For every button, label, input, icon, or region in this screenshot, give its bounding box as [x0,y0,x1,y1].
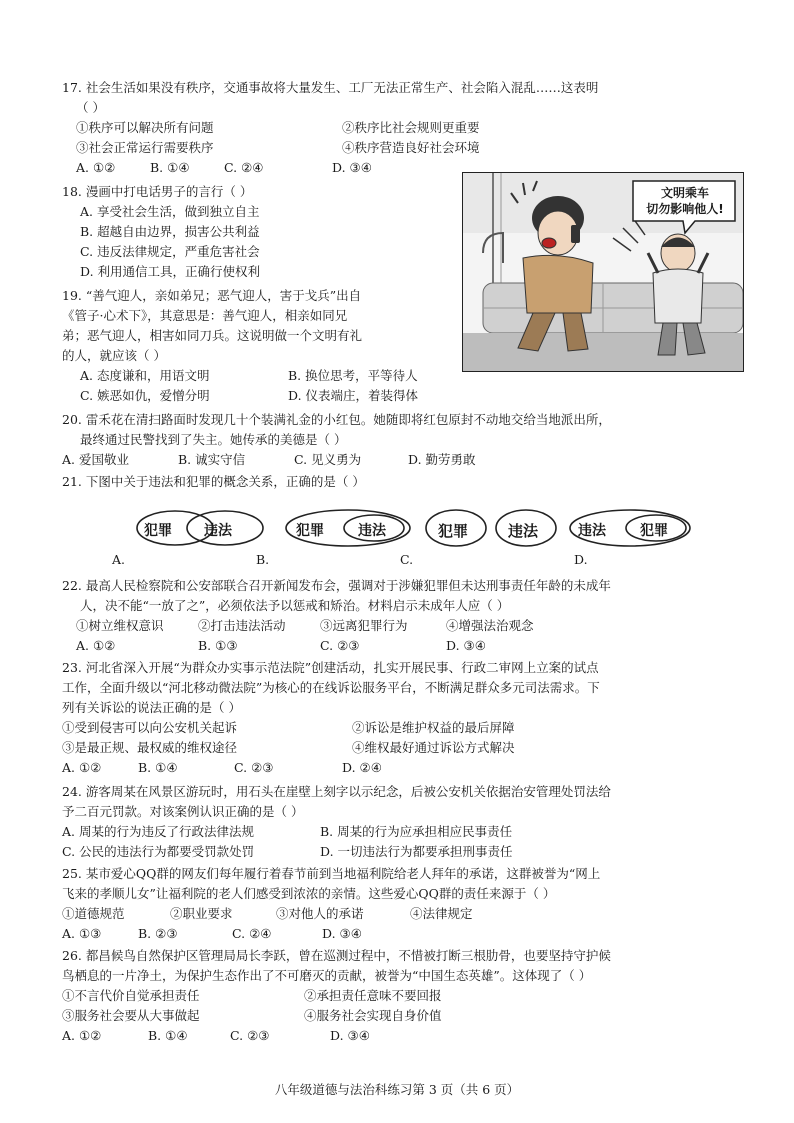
q26-choice-d: D. ③④ [330,1028,370,1043]
venn-b-illegal-label: 违法 [358,523,386,539]
q22-option-1: ①树立维权意识 [76,618,164,633]
cartoon-illustration [462,172,744,372]
q24-stem-line1: 24. 游客周某在风景区游玩时，用石头在崖壁上刻字以示纪念，后被公安机关依据治安管理处罚法给 [62,784,611,799]
q26-stem-line1: 26. 都昌候鸟自然保护区管理局局长李跃，曾在巡测过程中，不惜被打断三根肋骨，也要坚持守护候 [62,948,611,963]
q19-option-a: A. 态度谦和，用语文明 [80,368,210,383]
q22-stem-line1: 22. 最高人民检察院和公安部联合召开新闻发布会，强调对于涉嫌犯罪但未达刑事责任年龄的未成年 [62,578,611,593]
q23-option-4: ④维权最好通过诉讼方式解决 [352,740,515,755]
q25-option-1: ①道德规范 [62,906,125,921]
q25-stem-line1: 25. 某市爱心QQ群的网友们每年履行着春节前到当地福利院给老人拜年的承诺，这群被誉为“网上 [62,866,601,881]
q23-choice-b: B. ①④ [138,760,178,775]
q23-choice-c: C. ②③ [234,760,274,775]
venn-d-crime-label: 犯罪 [640,523,668,539]
q23-option-2: ②诉讼是维护权益的最后屏障 [352,720,515,735]
question-23 [62,658,742,778]
q17-stem-line1: 17. 社会生活如果没有秩序，交通事故将大量发生、工厂无法正常生产、社会陷入混乱……这表明 [62,80,599,95]
q19-stem-line4: 的人，就应该（ ） [62,348,166,363]
q22-stem-line2: 人，决不能“一放了之”，必须依法予以惩戒和矫治。材料启示未成年人应（ ） [80,598,510,613]
question-26 [62,946,742,1046]
q25-choice-a: A. ①③ [62,926,102,941]
q17-option-1: ①秩序可以解决所有问题 [76,120,214,135]
q20-stem-line1: 20. 雷禾花在清扫路面时发现几十个装满礼金的小红包。她随即将红包原封不动地交给当地派出所， [62,412,611,427]
q18-option-a: A. 享受社会生活，做到独立自主 [80,204,260,219]
q20-choice-a: A. 爱国敬业 [62,452,129,467]
q18-stem: 18. 漫画中打电话男子的言行（ ） [62,184,253,199]
q26-choice-a: A. ①② [62,1028,102,1043]
q22-choice-d: D. ③④ [446,638,486,653]
venn-b-label: B. [256,552,270,567]
q20-choice-b: B. 诚实守信 [178,452,246,467]
q17-option-3: ③社会正常运行需要秩序 [76,140,214,155]
q19-stem-line3: 弟；恶气迎人，相害如同刀兵。这说明做一个文明有礼 [62,328,363,343]
q23-choice-a: A. ①② [62,760,102,775]
question-18 [62,182,452,282]
q24-stem-line2: 予二百元罚款。对该案例认识正确的是（ ） [62,804,304,819]
q22-choice-c: C. ②③ [320,638,360,653]
q24-option-c: C. 公民的违法行为都要受罚款处罚 [62,844,255,859]
q18-option-b: B. 超越自由边界，损害公共利益 [80,224,260,239]
q17-option-2: ②秩序比社会规则更重要 [342,120,480,135]
q23-stem-line1: 23. 河北省深入开展“为群众办实事示范法院”创建活动，扎实开展民事、行政二审网上立案的试点 [62,660,599,675]
cartoon-speech-bubble [635,185,735,217]
q22-option-2: ②打击违法活动 [198,618,286,633]
venn-a-crime-label: 犯罪 [144,523,172,539]
venn-a-label: A. [112,552,126,567]
q23-choice-d: D. ②④ [342,760,382,775]
q22-option-3: ③远离犯罪行为 [320,618,408,633]
q17-choice-b: B. ①④ [150,160,190,175]
q19-stem-line1: 19. “善气迎人，亲如弟兄；恶气迎人，害于戈兵”出自 [62,288,362,303]
q25-choice-b: B. ②③ [138,926,178,941]
venn-d-label: D. [574,552,588,567]
page-footer: 八年级道德与法治科练习第 3 页（共 6 页） [274,1082,520,1097]
question-24 [62,782,742,862]
question-19 [62,286,462,406]
q26-choice-c: C. ②③ [230,1028,270,1043]
q19-stem-line2: 《管子·心术下》，其意思是：善气迎人，相亲如同兄 [62,308,348,323]
q26-choice-b: B. ①④ [148,1028,188,1043]
q25-option-2: ②职业要求 [170,906,233,921]
venn-c-label: C. [400,552,414,567]
q22-option-4: ④增强法治观念 [446,618,534,633]
q23-option-1: ①受到侵害可以向公安机关起诉 [62,720,238,735]
cartoon-caption-line2: 切勿影响他人! [646,202,724,216]
q26-stem-line2: 鸟栖息的一片净土，为保护生态作出了不可磨灭的贡献，被誉为“中国生态英雄”。这体现了（ ） [62,968,592,983]
q18-option-c: C. 违反法律规定，严重危害社会 [80,244,260,259]
q23-stem-line2: 工作，全面升级以“河北移动微法院”为核心的在线诉讼服务平台，不断满足群众多元司法需求。下 [62,680,600,695]
q17-stem-line2: （ ） [76,100,105,115]
q22-choice-a: A. ①② [76,638,116,653]
cartoon-caption-line1: 文明乘车 [660,186,709,200]
venn-a-illegal-label: 违法 [204,523,232,539]
q25-choice-d: D. ③④ [322,926,362,941]
q17-choice-c: C. ②④ [224,160,264,175]
q17-option-4: ④秩序营造良好社会环境 [342,140,480,155]
q17-choice-d: D. ③④ [332,160,372,175]
q19-option-d: D. 仪表端庄，着装得体 [288,388,419,403]
question-22 [62,576,742,656]
q26-option-1: ①不言代价自觉承担责任 [62,988,200,1003]
q18-option-d: D. 利用通信工具，正确行使权利 [80,264,261,279]
q19-option-b: B. 换位思考，平等待人 [288,368,418,383]
q26-option-4: ④服务社会实现自身价值 [304,1008,442,1023]
q22-choice-b: B. ①③ [198,638,238,653]
q26-option-2: ②承担责任意味不要回报 [304,988,442,1003]
q24-option-a: A. 周某的行为违反了行政法律法规 [62,824,254,839]
q25-choice-c: C. ②④ [232,926,272,941]
q20-stem-line2: 最终通过民警找到了失主。她传承的美德是（ ） [80,432,347,447]
q24-option-b: B. 周某的行为应承担相应民事责任 [320,824,513,839]
q23-stem-line3: 列有关诉讼的说法正确的是（ ） [62,700,241,715]
q19-option-c: C. 嫉恶如仇，爱憎分明 [80,388,210,403]
q25-option-3: ③对他人的承诺 [276,906,364,921]
question-20 [62,410,742,470]
venn-c-crime-label: 犯罪 [438,522,469,540]
venn-b-crime-label: 犯罪 [296,523,324,539]
q26-option-3: ③服务社会要从大事做起 [62,1008,200,1023]
question-17 [62,78,742,178]
q21-venn-diagrams [100,508,700,568]
q21-stem: 21. 下图中关于违法和犯罪的概念关系，正确的是（ ） [62,474,365,489]
venn-d-illegal-label: 违法 [578,523,606,539]
question-21 [62,472,742,492]
q24-option-d: D. 一切违法行为都要承担刑事责任 [320,844,513,859]
q20-choice-c: C. 见义勇为 [294,452,362,467]
q20-choice-d: D. 勤劳勇敢 [408,452,476,467]
q23-option-3: ③是最正规、最权威的维权途径 [62,740,238,755]
venn-c-illegal-label: 违法 [508,522,539,540]
q25-stem-line2: 飞来的孝顺儿女”让福利院的老人们感受到浓浓的亲情。这些爱心QQ群的责任来源于（ ） [62,886,556,901]
question-25 [62,864,742,944]
q25-option-4: ④法律规定 [410,906,473,921]
q17-choice-a: A. ①② [76,160,116,175]
